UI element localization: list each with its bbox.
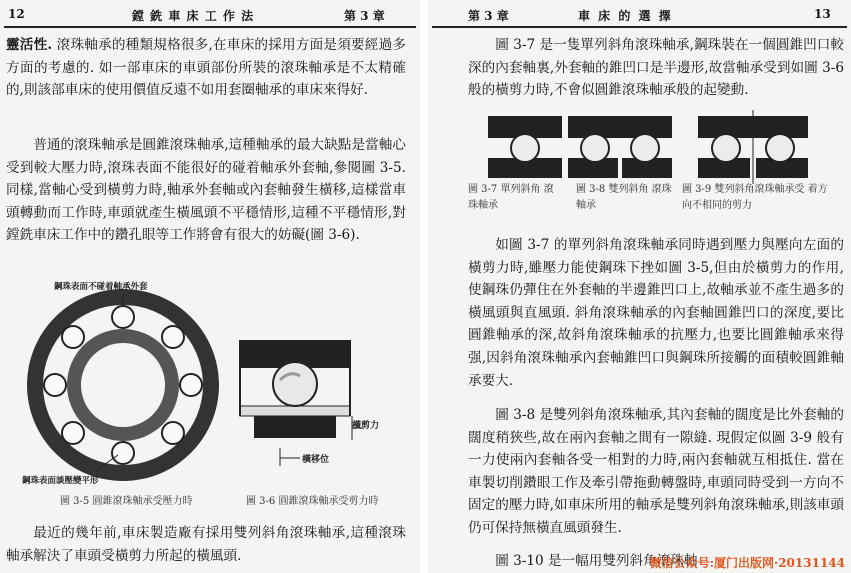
fig-3-6-bearing-diagram	[240, 340, 360, 480]
left-paragraph-2: 普通的滾珠軸承是圓錐滾珠軸承,這種軸承的最大缺點是當軸心受到較大壓力時,滾珠表面不能很好的碰着軸承外套軸,參閱圖 3-5. 同樣,當軸心受到橫剪力時,軸承外套軸或內套軸發生橫移,這樣當車頭轉動而工作時,車頭就產生橫風頭不平穩情形,這種不平穩情形,對鏜銑車床工作中的鑽孔眼等工作將會有很大的妨礙(圖 3-6).	[6, 137, 406, 244]
fig-3-5-caption: 圖 3-5 圓錐滾珠軸承受壓力時	[60, 496, 193, 507]
fig-3-8-bearing-diagram	[568, 116, 678, 180]
left-page	[0, 0, 420, 573]
left-paragraph-3: 最近的幾年前,車床製造廠有採用雙列斜角滾珠軸承,這種滾珠軸承解決了車頭受橫剪力所起的橫風頭.	[6, 525, 406, 564]
fig-3-9-bearing-diagram	[698, 116, 818, 186]
fig-3-9-caption: 圖 3-9 雙列斜角滾珠軸承受 着方向不相同的剪力	[682, 184, 828, 211]
watermark: 微信公众号:厦门出版网·20131144	[649, 556, 845, 570]
right-chapter-label: 第 3 章	[468, 9, 509, 23]
fig-3-6-label-shift: 橫移位	[302, 455, 330, 465]
right-page-number: 13	[814, 7, 831, 21]
fig-3-8-caption: 圖 3-8 雙列斜角 滾珠軸承	[576, 184, 672, 211]
header-rule	[432, 26, 847, 28]
fig-3-5-bearing-diagram	[8, 285, 238, 485]
fig-3-6-label-shear: 橫剪力	[352, 421, 380, 431]
paragraph-lead: 靈活性.	[6, 37, 53, 53]
fig-3-7-caption: 圖 3-7 單列斜角 滾珠軸承	[468, 184, 554, 211]
left-running-title: 鏜 銑 車 床 工 作 法	[132, 9, 255, 23]
fig-3-5-label-bottom: 鋼珠表面談壓變平形	[22, 476, 99, 486]
left-chapter-label: 第 3 章	[344, 9, 385, 23]
fig-3-6-caption: 圖 3-6 圓錐滾珠軸承受剪力時	[246, 496, 379, 507]
header-rule	[4, 26, 416, 28]
page-gutter	[420, 0, 428, 573]
right-running-head	[428, 4, 851, 24]
fig-3-7-bearing-diagram	[488, 116, 568, 180]
right-paragraph-4: 圖 3-10 是一幅用雙列斜角滾珠軸	[495, 553, 698, 569]
left-paragraph-1: 靈活性. 滾珠軸承的種類規格很多,在車床的採用方面是須要經過多方面的考慮的. 如一部車床的車頭部份所裝的滾珠軸承是不太精確的,則該部車床的使用價值反遠不如用套圈軸承的車床來得好.	[6, 37, 407, 99]
right-page	[428, 0, 851, 573]
left-page-number: 12	[8, 7, 25, 21]
right-paragraph-2: 如圖 3-7 的單列斜角滾珠軸承同時遇到壓力與壓向左面的橫剪力時,雖壓力能使鋼珠下挫如圖 3-5,但由於橫剪力的作用,使鋼珠仍彈住在外套軸的半邊錐凹口上,故軸承並不產生過多的橫風頭與直風頭. 斜角滾珠軸承的內套軸圓錐凹口的深度,要比圓錐軸承的深,故斜角滾珠軸承的抗壓力,也要比圓錐軸承來得强,因斜角滾珠軸承內套軸錐凹口與鋼珠所接觸的面積較圓錐軸承要大.	[468, 237, 844, 389]
right-paragraph-3: 圖 3-8 是雙列斜角滾珠軸承,其內套軸的闊度是比外套軸的闊度稍狹些,故在兩內套軸之間有一隙縫. 現假定似圖 3-9 般有一力使兩內套軸各受一相對的力時,兩內套軸就互相抵住. 當在車製切削鑽眼工作及牽引帶拖動轉盤時,車頭同時受到一方向不固定的壓力時,如車床所用的軸承是雙列斜角滾珠軸承,則該車頭仍可保持無橫直風頭發生.	[468, 407, 844, 536]
fig-3-5-label-top: 鋼珠表面不碰着軸承外套	[54, 282, 148, 292]
right-paragraph-1: 圖 3-7 是一隻單列斜角滾珠軸承,鋼珠裝在一個圓錐凹口較深的內套軸裏,外套軸的錐凹口是半邊形,故當軸承受到如圖 3-6 般的橫剪力時,不會似圓錐滾珠軸承般的起變動.	[468, 37, 844, 99]
right-running-title: 車 床 的 選 擇	[578, 9, 673, 23]
left-running-head	[0, 4, 420, 24]
